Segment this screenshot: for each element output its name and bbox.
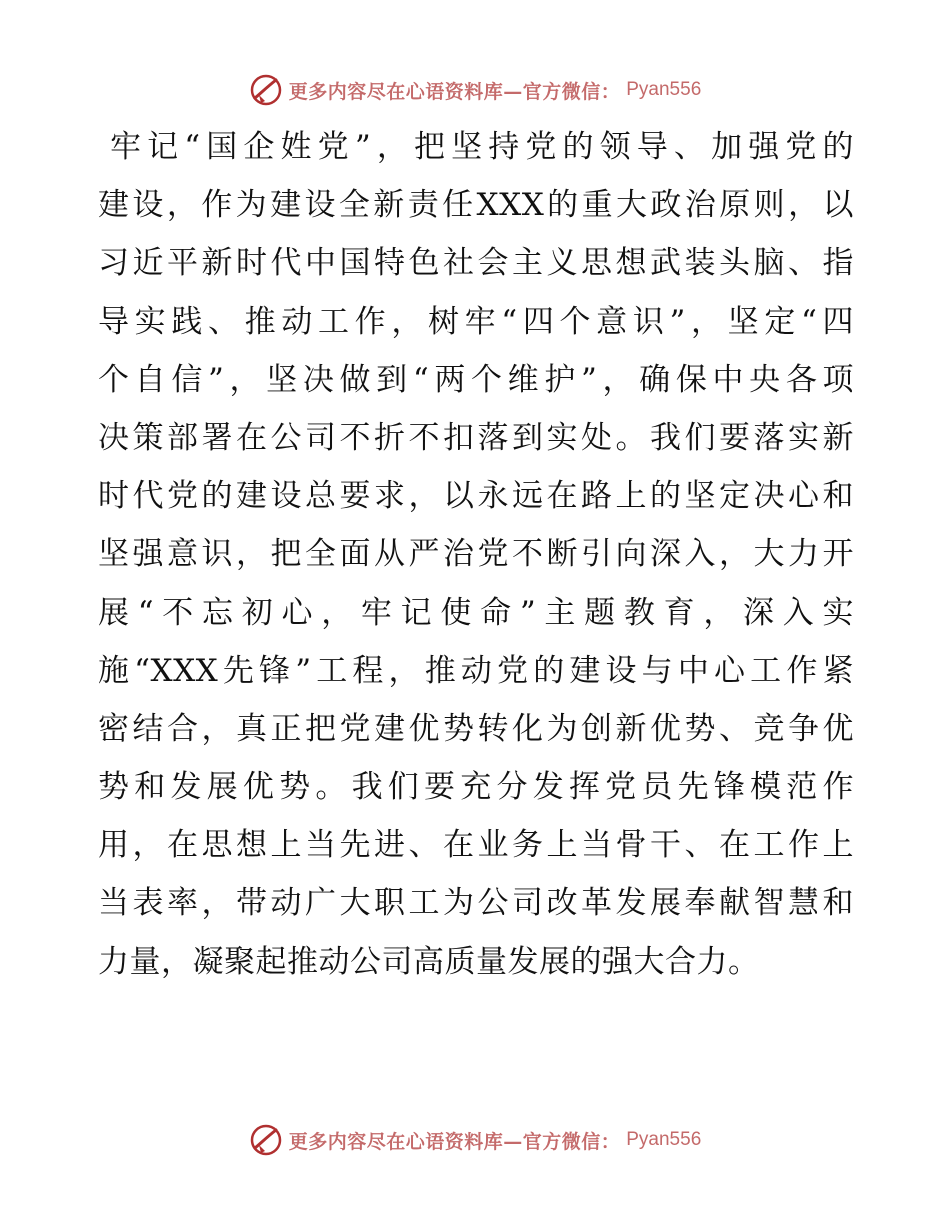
body-line: 密结合，真正把党建优势转化为创新优势、竞争优	[98, 710, 854, 747]
body-line: 导实践、推动工作，树牢“四个意识”，坚定“四	[98, 303, 854, 340]
watermark-text: 更多内容尽在心语资料库—官方微信：	[288, 1130, 621, 1153]
watermark-text: 更多内容尽在心语资料库—官方微信：	[288, 80, 621, 103]
body-line: 建设，作为建设全新责任XXX的重大政治原则，以	[98, 187, 854, 224]
document-body	[98, 118, 854, 991]
body-line: 决策部署在公司不折不扣落到实处。我们要落实新	[98, 419, 854, 456]
body-line: 坚强意识，把全面从严治党不断引向深入，大力开	[98, 536, 854, 573]
body-line: 势和发展优势。我们要充分发挥党员先锋模范作	[98, 769, 854, 806]
body-line: 力量，凝聚起推动公司高质量发展的强大合力。	[98, 943, 760, 980]
body-line: 展“不忘初心，牢记使命”主题教育，深入实	[98, 594, 854, 631]
header-watermark	[0, 70, 950, 110]
body-line: 习近平新时代中国特色社会主义思想武装头脑、指	[98, 245, 854, 282]
body-line: 牢记“国企姓党”，把坚持党的领导、加强党的	[110, 129, 854, 165]
pen-logo-icon	[249, 73, 283, 107]
body-line: 施“XXX先锋”工程，推动党的建设与中心工作紧	[98, 652, 854, 689]
body-line: 用，在思想上当先进、在业务上当骨干、在工作上	[98, 827, 854, 864]
footer-watermark	[0, 1120, 950, 1160]
body-line: 当表率，带动广大职工为公司改革发展奉献智慧和	[98, 885, 854, 922]
pen-logo-icon	[249, 1123, 283, 1157]
body-line: 个自信”，坚决做到“两个维护”，确保中央各项	[98, 361, 854, 398]
watermark-account: Pyan556	[626, 1129, 702, 1150]
watermark-account: Pyan556	[626, 79, 702, 100]
body-line: 时代党的建设总要求，以永远在路上的坚定决心和	[98, 478, 854, 515]
